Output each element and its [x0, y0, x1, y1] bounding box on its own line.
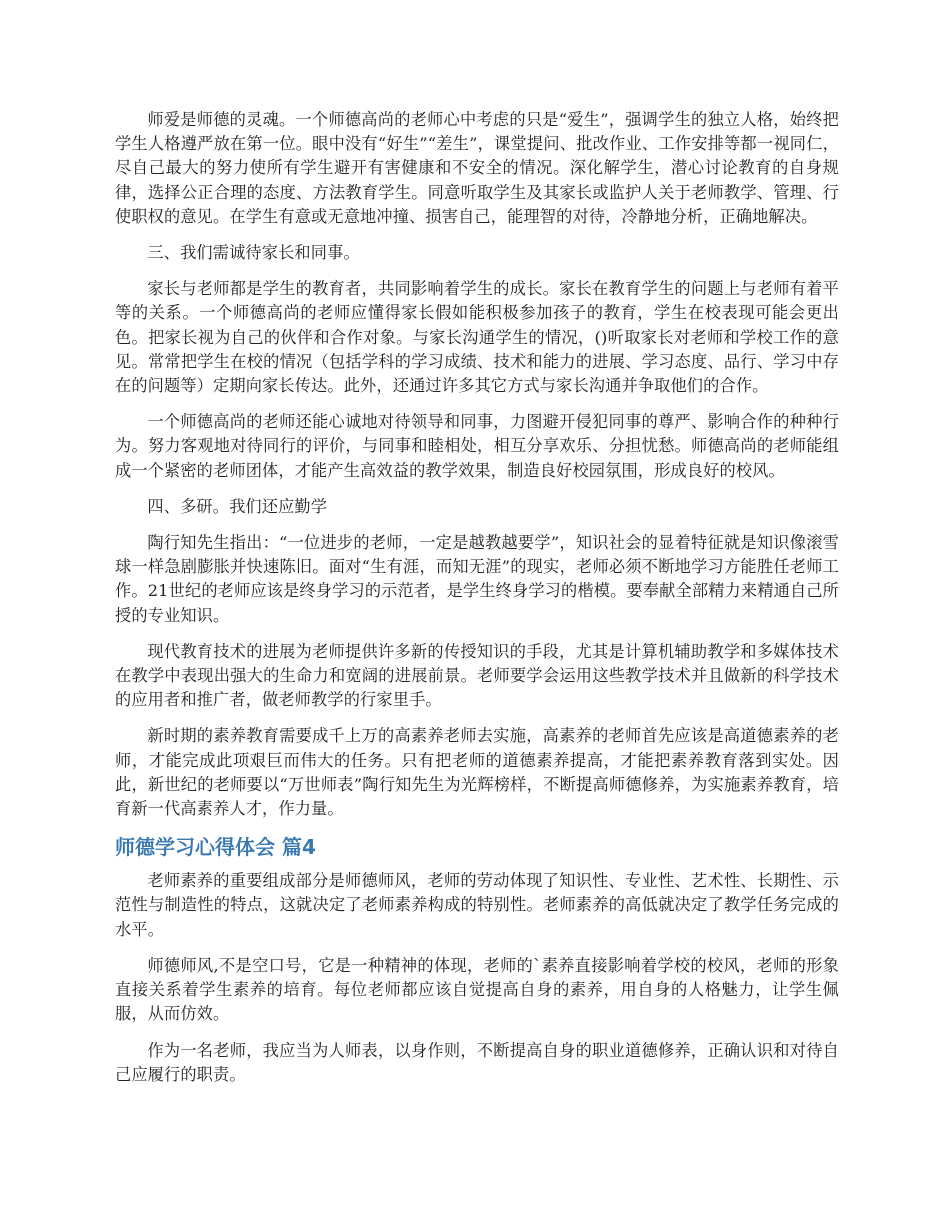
document-body	[115, 108, 839, 1099]
subheading-parents-colleagues: 三、我们需诚待家长和同事。	[147, 243, 360, 263]
paragraph-tao-xingzhi: 陶行知先生指出：“一位进步的老师，一定是越教越要学”，知识社会的显着特征就是知识像滚雪球一样急剧膨胀并快速陈旧。面对“生有涯，而知无涯”的现实，老师必须不断地学习方能胜任老师工作。21世纪的老师应该是终身学习的示范者，是学生终身学习的楷模。要奉献全部精力来精通自己所授的专业知识。	[115, 533, 839, 625]
paragraph-ethics-spirit: 师德师风,不是空口号，它是一种精神的体现，老师的`素养直接影响着学校的校风，老师的形象直接关系着学生素养的培育。每位老师都应该自觉提高自身的素养，用自身的人格魅力，让学生佩服，从而仿效。	[115, 955, 839, 1024]
paragraph-teacher-quality: 老师素养的重要组成部分是师德师风，老师的劳动体现了知识性、专业性、艺术性、长期性、示范性与制造性的特点，这就决定了老师素养构成的特别性。老师素养的高低就决定了教学任务完成的水平。	[115, 871, 839, 939]
paragraph-quality-education: 新时期的素养教育需要成千上万的高素养老师去实施，高素养的老师首先应该是高道德素养的老师，才能完成此项艰巨而伟大的任务。只有把老师的道德素养提高，才能把素养教育落到实处。因此，新世纪的老师要以“万世师表”陶行知先生为光辉榜样，不断提高师德修养，为实施素养教育，培育新一代高素养人才，作力量。	[115, 726, 839, 819]
paragraph-role-model: 作为一名老师，我应当为人师表，以身作则，不断提高自身的职业道德修养，正确认识和对待自己应履行的职责。	[115, 1040, 839, 1084]
subheading-study: 四、多研。我们还应勤学	[147, 496, 328, 516]
section-title: 师德学习心得体会 篇4	[115, 835, 316, 860]
paragraph-colleagues: 一个师德高尚的老师还能心诚地对待领导和同事，力图避开侵犯同事的尊严、影响合作的种种行为。努力客观地对待同行的评价，与同事和睦相处，相互分享欢乐、分担忧愁。师德高尚的老师能组成一个紧密的老师团体，才能产生高效益的教学效果，制造良好校园氛围，形成良好的校风。	[115, 412, 839, 480]
paragraph-teacher-love: 师爱是师德的灵魂。一个师德高尚的老师心中考虑的只是“爱生”，强调学生的独立人格，始终把学生人格遵严放在第一位。眼中没有“好生”“差生”，课堂提问、批改作业、工作安排等都一视同仁，尽自己最大的努力使所有学生避开有害健康和不安全的情况。深化解学生，潜心讨论教育的自身规律，选择公正合理的态度、方法教育学生。同意听取学生及其家长或监护人关于老师教学、管理、行使职权的意见。在学生有意或无意地冲撞、损害自己，能理智的对待，冷静地分析，正确地解决。	[115, 110, 839, 226]
paragraph-parents: 家长与老师都是学生的教育者，共同影响着学生的成长。家长在教育学生的问题上与老师有着平等的关系。一个师德高尚的老师应懂得家长假如能积极参加孩子的教育，学生在校表现可能会更出色。把家长视为自己的伙伴和合作对象。与家长沟通学生的情况，()听取家长对老师和学校工作的意见。常常把学生在校的情况（包括学科的学习成绩、技术和能力的进展、学习态度、品行、学习中存在的问题等）定期向家长传达。此外，还通过许多其它方式与家长沟通并争取他们的合作。	[115, 279, 839, 396]
paragraph-education-technology: 现代教育技术的进展为老师提供许多新的传授知识的手段，尤其是计算机辅助教学和多媒体技术在教学中表现出强大的生命力和宽阔的进展前景。老师要学会运用这些教学技术并且做新的科学技术的应用者和推广者，做老师教学的行家里手。	[115, 641, 839, 710]
